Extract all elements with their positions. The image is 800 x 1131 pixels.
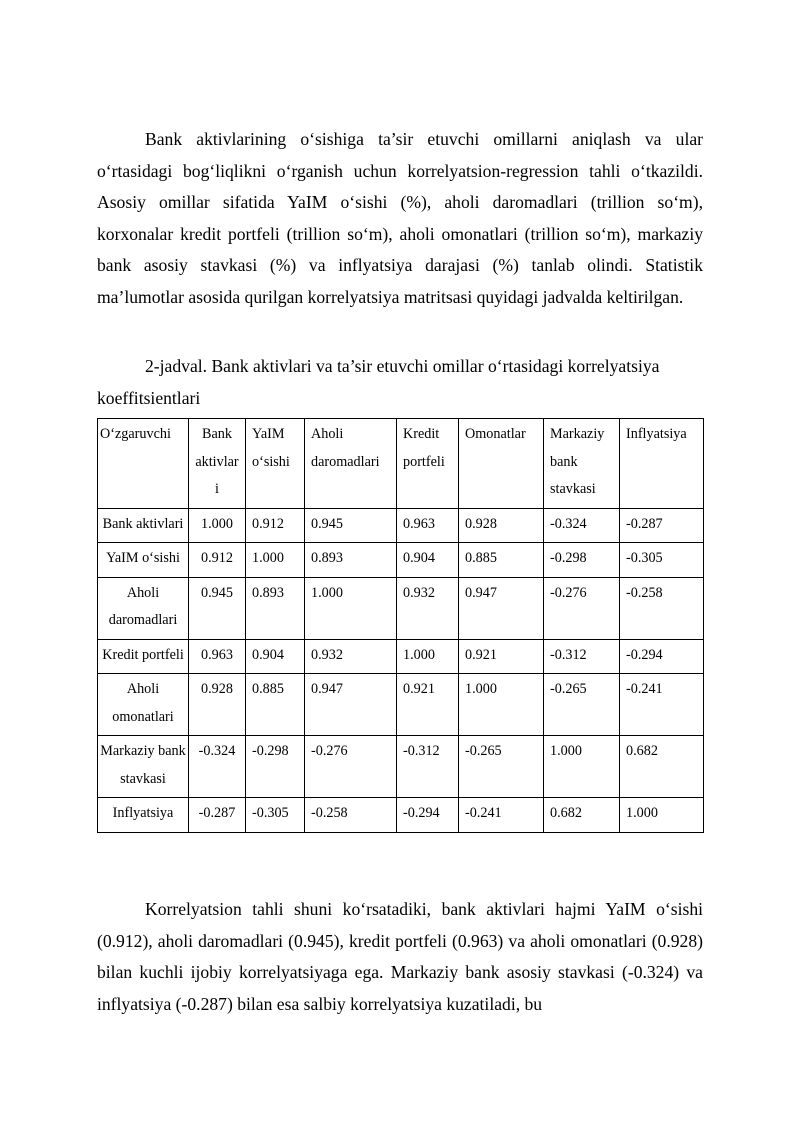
table-cell: 0.921 — [459, 639, 544, 674]
header-cell: Inflyatsiya — [620, 419, 704, 509]
row-label-cell: Kredit portfeli — [98, 639, 189, 674]
table-cell: 0.904 — [246, 639, 305, 674]
table-cell: -0.276 — [305, 736, 397, 798]
header-cell: Markaziy bank stavkasi — [544, 419, 620, 509]
table-cell: 1.000 — [397, 639, 459, 674]
intro-paragraph: Bank aktivlarining o‘sishiga ta’sir etuvchi omillarni aniqlash va ular o‘rtasidagi bog‘liqlikni o‘rganish uchun korrelyatsion-regression tahli o‘tkazildi. Asosiy omillar sifatida YaIM o‘sishi (%), aholi daromadlari (trillion so‘m), korxonalar kredit portfeli (trillion so‘m), aholi omonatlari (trillion so‘m), markaziy bank asosiy stavkasi (%) va inflyatsiya darajasi (%) tanlab olindi. Statistik ma’lumotlar asosida qurilgan korrelyatsiya matritsasi quyidagi jadvalda keltirilgan. — [97, 129, 703, 307]
table-cell: -0.294 — [620, 639, 704, 674]
table-cell: -0.265 — [544, 674, 620, 736]
header-cell: Aholi daromadlari — [305, 419, 397, 509]
table-cell: 0.963 — [189, 639, 246, 674]
row-label-cell: Markaziy bank stavkasi — [98, 736, 189, 798]
table-body — [98, 508, 704, 832]
table-cell: 0.904 — [397, 543, 459, 578]
table-cell: 0.928 — [459, 508, 544, 543]
table-cell: 1.000 — [620, 798, 704, 833]
table-cell: -0.312 — [544, 639, 620, 674]
table-cell: 0.932 — [305, 639, 397, 674]
table-cell: 0.912 — [246, 508, 305, 543]
table-cell: 0.893 — [246, 577, 305, 639]
table-cell: 0.921 — [397, 674, 459, 736]
table-cell: 0.682 — [620, 736, 704, 798]
conclusion-paragraph: Korrelyatsion tahli shuni ko‘rsatadiki, bank aktivlari hajmi YaIM o‘sishi (0.912), aholi daromadlari (0.945), kredit portfeli (0.963) va aholi omonatlari (0.928) bilan kuchli ijobiy korrelyatsiyaga ega. Markaziy bank asosiy stavkasi (-0.324) va inflyatsiya (-0.287) bilan esa salbiy korrelyatsiya kuzatiladi, bu — [97, 899, 703, 1014]
table-cell: -0.287 — [189, 798, 246, 833]
header-cell: Kredit portfeli — [397, 419, 459, 509]
table-cell: -0.312 — [397, 736, 459, 798]
table-cell: -0.305 — [246, 798, 305, 833]
header-cell: Bank aktivlari — [189, 419, 246, 509]
table-cell: 0.912 — [189, 543, 246, 578]
table-cell: 0.885 — [459, 543, 544, 578]
row-label-cell: Aholi omonatlari — [98, 674, 189, 736]
table-row — [98, 577, 704, 639]
table-row — [98, 798, 704, 833]
table-row — [98, 508, 704, 543]
table-cell: -0.298 — [544, 543, 620, 578]
header-cell: YaIM o‘sishi — [246, 419, 305, 509]
table-row — [98, 639, 704, 674]
row-label-cell: Bank aktivlari — [98, 508, 189, 543]
table-cell: 0.963 — [397, 508, 459, 543]
table-cell: 0.947 — [459, 577, 544, 639]
row-label-cell: YaIM o‘sishi — [98, 543, 189, 578]
table-row — [98, 736, 704, 798]
table-cell: 0.682 — [544, 798, 620, 833]
table-cell: 1.000 — [459, 674, 544, 736]
table-cell: -0.324 — [189, 736, 246, 798]
table-cell: -0.258 — [620, 577, 704, 639]
table-cell: 0.945 — [189, 577, 246, 639]
table-cell: 1.000 — [544, 736, 620, 798]
table-cell: 1.000 — [246, 543, 305, 578]
header-cell: O‘zgaruvchi — [98, 419, 189, 509]
table-cell: -0.241 — [459, 798, 544, 833]
table-row — [98, 543, 704, 578]
table-cell: -0.287 — [620, 508, 704, 543]
table-cell: -0.258 — [305, 798, 397, 833]
row-label-cell: Inflyatsiya — [98, 798, 189, 833]
table-cell: -0.265 — [459, 736, 544, 798]
table-cell: -0.241 — [620, 674, 704, 736]
table-cell: 0.945 — [305, 508, 397, 543]
table-header-row — [98, 419, 704, 509]
table-cell: -0.305 — [620, 543, 704, 578]
table-row — [98, 674, 704, 736]
table-cell: 0.928 — [189, 674, 246, 736]
table-cell: -0.298 — [246, 736, 305, 798]
row-label-cell: Aholi daromadlari — [98, 577, 189, 639]
header-cell: Omonatlar — [459, 419, 544, 509]
table-cell: 1.000 — [189, 508, 246, 543]
table-cell: 0.893 — [305, 543, 397, 578]
table-cell: 0.932 — [397, 577, 459, 639]
table-cell: 0.885 — [246, 674, 305, 736]
table-cell: 1.000 — [305, 577, 397, 639]
table-cell: 0.947 — [305, 674, 397, 736]
table-cell: -0.276 — [544, 577, 620, 639]
table-cell: -0.294 — [397, 798, 459, 833]
table-caption: 2-jadval. Bank aktivlari va ta’sir etuvchi omillar o‘rtasidagi korrelyatsiya koeffitsientlari — [97, 356, 660, 408]
correlation-table — [97, 418, 704, 833]
table-cell: -0.324 — [544, 508, 620, 543]
